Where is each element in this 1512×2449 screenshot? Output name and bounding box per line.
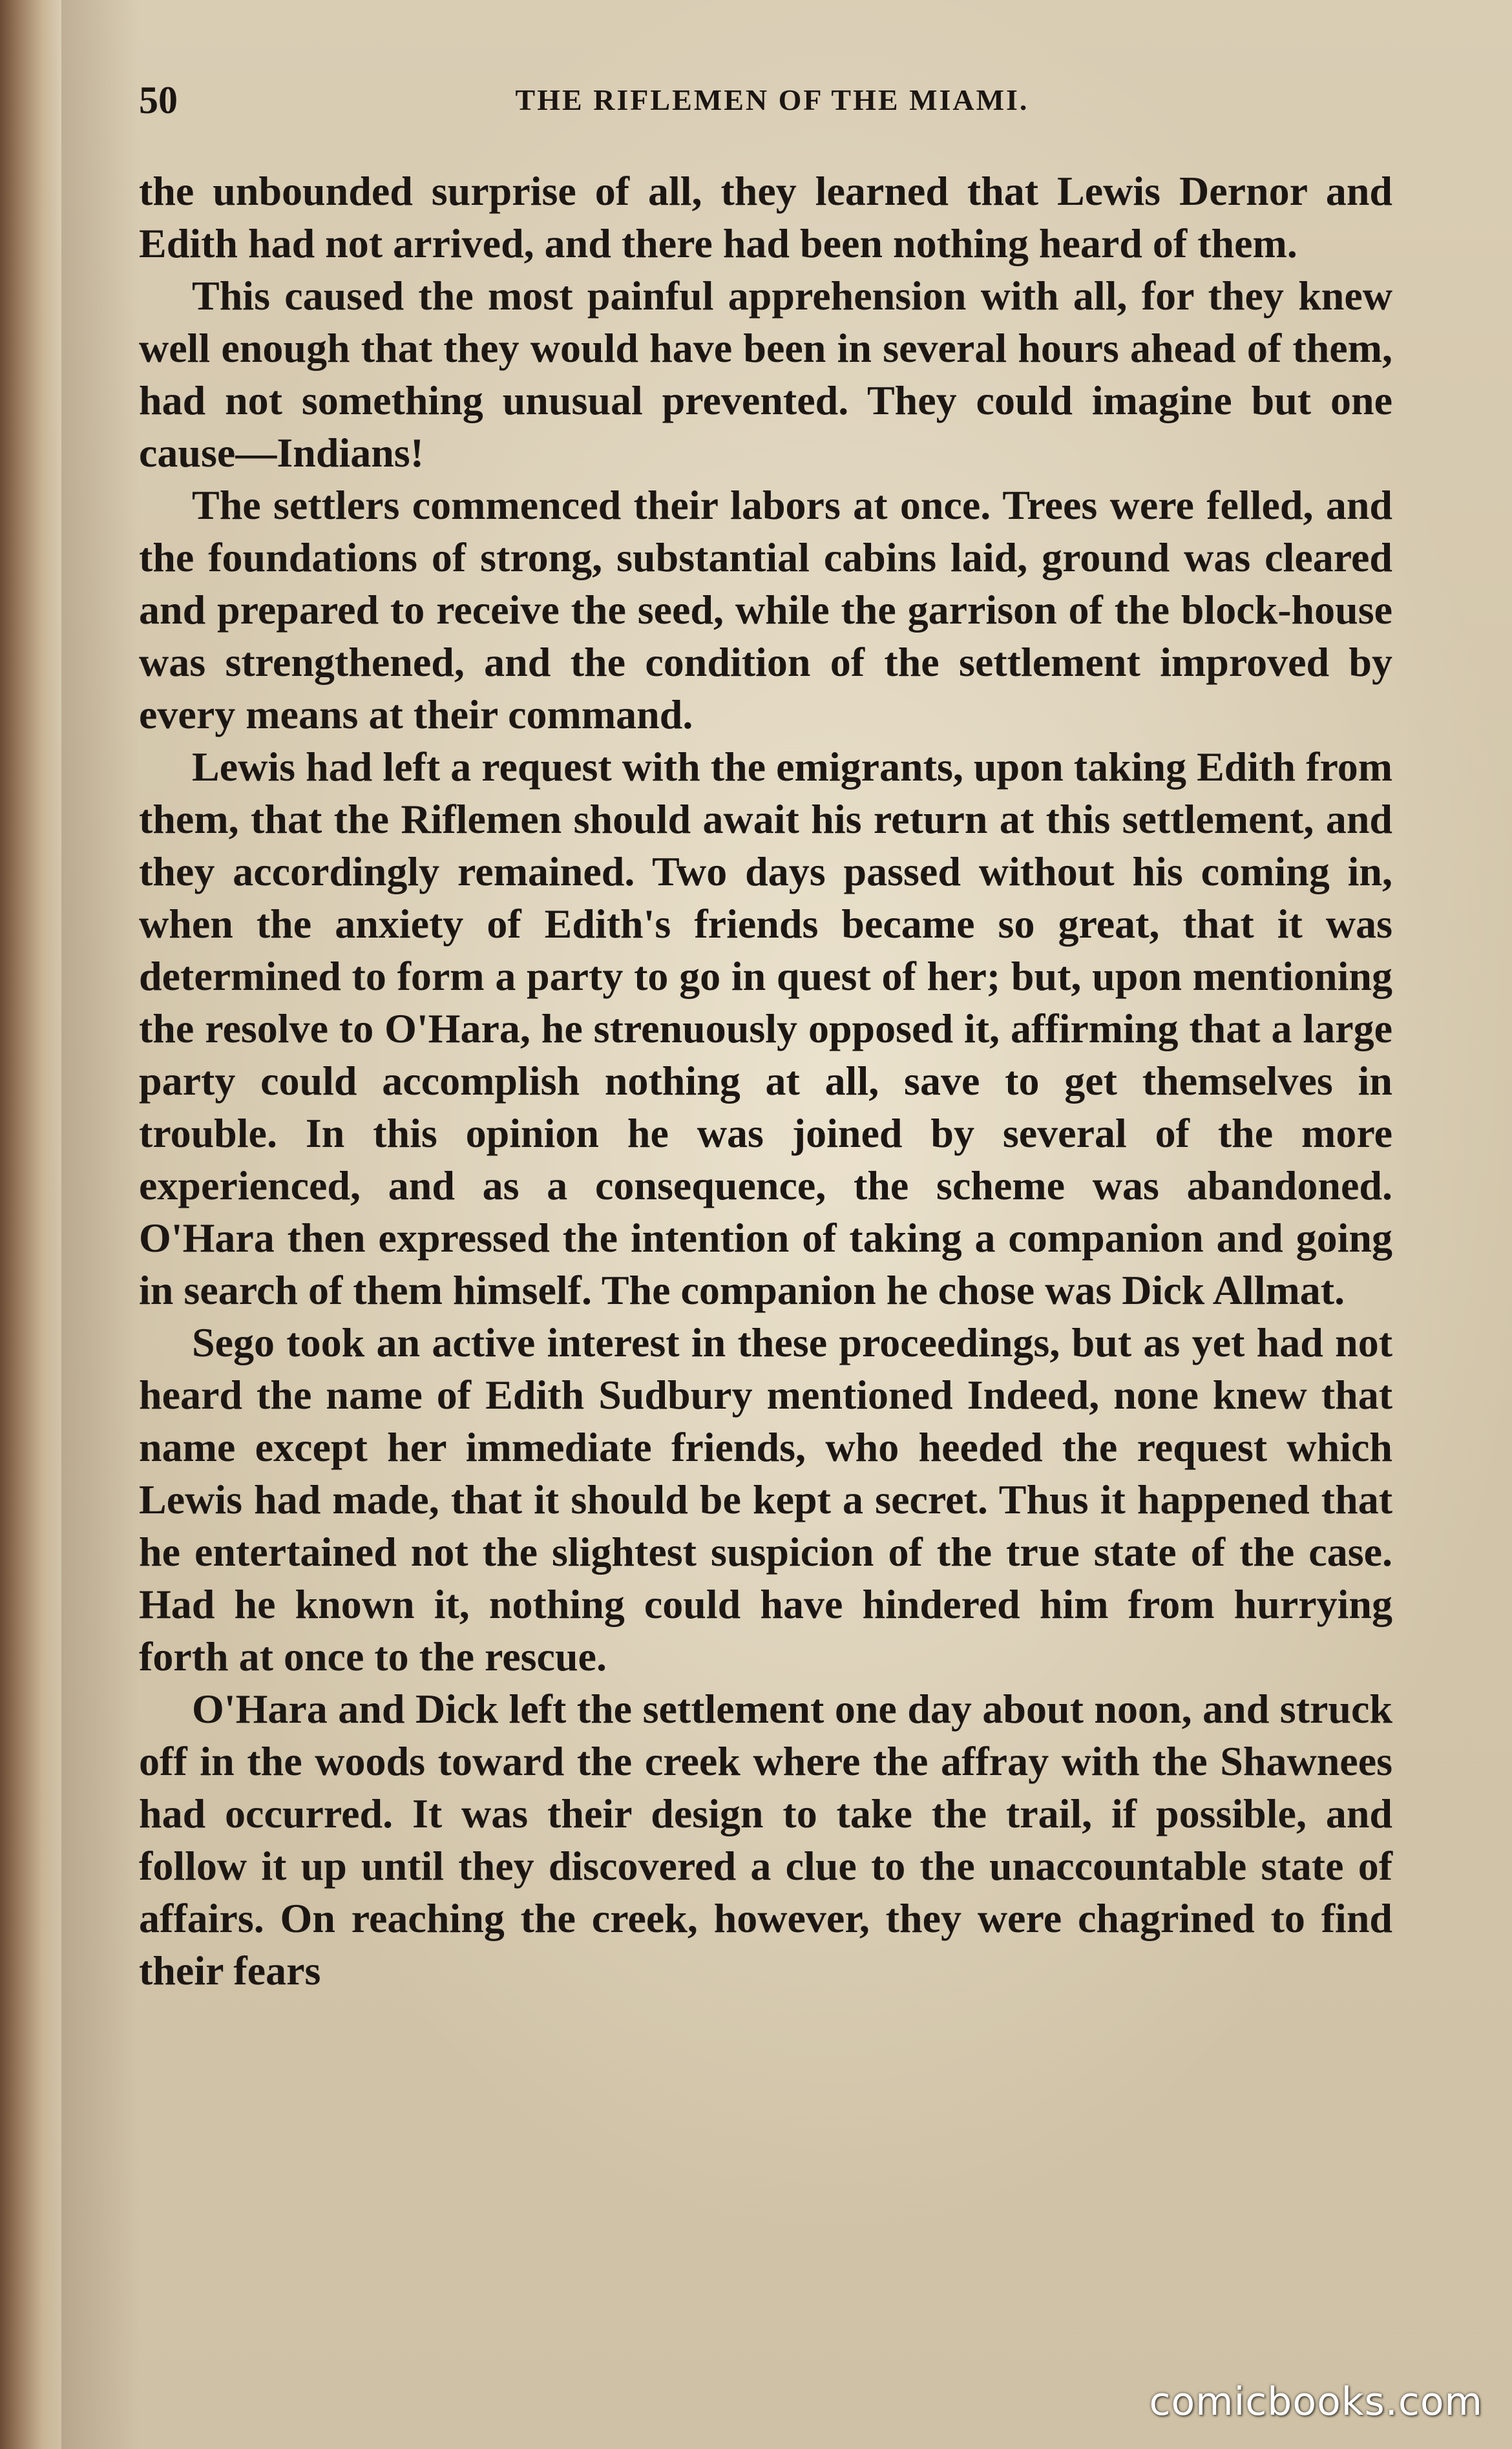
running-head <box>139 71 1405 129</box>
paragraph: O'Hara and Dick left the settlement one day about noon, and struck off in the woods toward the creek where the affray with the Shawnees had occurred. It was their design to take the trail, if possible, and follow it up until they discovered a clue to the unaccountable state of affairs. On reaching the creek, however, they were chagrined to find their fears <box>139 1686 1392 1993</box>
watermark: comicbooks.com <box>1149 2379 1483 2424</box>
paragraph: The settlers commenced their labors at once. Trees were felled, and the foundations of strong, substantial cabins laid, ground was cleared and prepared to receive the seed, while the garrison of the block-house was strengthened, and the condition of the settlement improved by every means at their command. <box>139 482 1392 737</box>
book-title: THE RIFLEMEN OF THE MIAMI. <box>515 83 1029 116</box>
gutter-shadow <box>61 0 139 2449</box>
body-text <box>139 165 1392 1997</box>
paragraph: Lewis had left a request with the emigrants, upon taking Edith from them, that the Riflemen should await his return at this settlement, and they accordingly remained. Two days passed without his coming in, when the anxiety of Edith's friends became so great, that it was determined to form a party to go in quest of her; but, upon mentioning the resolve to O'Hara, he strenuously opposed it, affirming that a large party could accomplish nothing at all, save to get themselves in trouble. In this opinion he was joined by several of the more experienced, and as a consequence, the scheme was abandoned. O'Hara then expressed the intention of taking a companion and going in search of them himself. The companion he chose was Dick Allmat. <box>139 744 1392 1313</box>
paragraph: Sego took an active interest in these proceedings, but as yet had not heard the name of Edith Sudbury mentioned Indeed, none knew that name except her immediate friends, who heeded the request which Lewis had made, that it should be kept a secret. Thus it happened that he entertained not the slightest suspicion of the true state of the case. Had he known it, nothing could have hindered him from hurrying forth at once to the rescue. <box>139 1319 1392 1679</box>
book-binding-edge <box>0 0 61 2449</box>
page-number: 50 <box>139 79 178 121</box>
paragraph: This caused the most painful apprehension with all, for they knew well enough that they would have been in several hours ahead of them, had not something unusual prevented. They could imagine but one cause—Indians! <box>139 273 1392 476</box>
paragraph: the unbounded surprise of all, they learned that Lewis Dernor and Edith had not arrived, and there had been nothing heard of them. <box>139 168 1392 266</box>
